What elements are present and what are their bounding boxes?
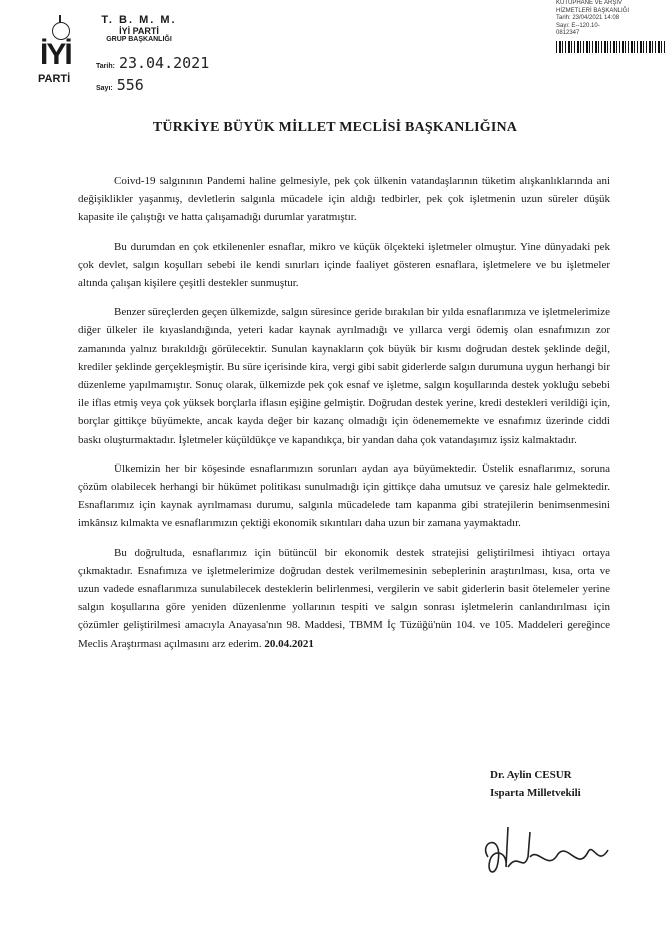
paragraph: Ülkemizin her bir köşesinde esnaflarımızın sorunları aydan aya büyümektedir. Üstelik esnaflarımız, soruna çözüm olabilecek herhangi bir hükümet politikası sunulmadığı için gittikçe daha umutsuz ve çaresiz hale gelmektedir. Esnaflarımız için kaynak ayrılmaması durumu, salgınla mücadelede tam kapanma gibi stratejilerin benimsenmesini imkânsız kılmakta ve esnaflarımızın çektiği ekonomik sıkıntıları daha uzun bir zamana yaymaktadır. — [78, 462, 610, 530]
stamp-line-2: HİZMETLERİ BAŞKANLIĞI — [556, 7, 630, 14]
signatory-role: Isparta Milletvekili — [490, 787, 581, 799]
handwritten-signature — [468, 812, 618, 892]
logo-wordmark: İYİ — [40, 38, 71, 71]
party-line-3: GRUP BAŞKANLIĞI — [106, 36, 172, 43]
stamp-line-5: 0812347 — [556, 30, 580, 36]
number-field — [96, 76, 144, 94]
party-line-1: T. B. M. M. — [101, 14, 177, 26]
paragraph-text: Bu doğrultuda, esnaflarımız için bütüncül bir ekonomik destek stratejisi geliştirilmesi ihtiyacı ortaya çıkmaktadır. Esnafımıza ve işletmelerimize doğrudan destek verilmemesinin sebeplerinin araştırılması, kısa, orta ve uzun vadede esnaflarımıza sunulabilecek desteklerin belirlenmesi, vergilerin ve sabit giderlerin basit ötelemeler yerine salgın koşullarına göre yeniden düzenlenme yollarının tespiti ve salgın sonrası işletmelerin canlandırılması için çözümler geliştirilmesi amacıyla Anayasa'nın 98. Maddesi, TBMM İç Tüzüğü'nün 104. ve 105. Maddeleri gereğince Meclis Araştırması açılmasını arz ederim. — [78, 546, 610, 650]
document-title: TÜRKİYE BÜYÜK MİLLET MECLİSİ BAŞKANLIĞINA — [152, 120, 518, 135]
archive-stamp — [556, 0, 666, 53]
stamp-line-1: KÜTÜPHANE VE ARŞİV — [556, 0, 623, 6]
party-logo — [30, 10, 90, 85]
party-header — [100, 14, 178, 43]
closing-date: 20.04.2021 — [264, 637, 314, 650]
stamp-line-4: Sayı: E--120.10- — [556, 22, 600, 29]
document-body — [78, 172, 610, 664]
stamp-line-3: Tarih: 23/04/2021 14:08 — [556, 15, 620, 21]
number-label: Sayı: — [96, 85, 113, 92]
date-field — [96, 54, 209, 72]
date-value: 23.04.2021 — [118, 54, 210, 72]
paragraph: Coivd-19 salgınının Pandemi haline gelmesiyle, pek çok ülkenin vatandaşlarının tüketim alışkanlıklarında ani değişiklikler yaşanmış, devletlerin salgınla mücadele için aldığı tedbirler, pek çok işletmenin uzun süreler düşük kapasite ile çalıştığı ve hatta çalışamadığı durumlar yaratmıştır. — [78, 175, 610, 224]
paragraph: Benzer süreçlerden geçen ülkemizde, salgın süresince geride bırakılan bir yılda esnaflarımıza ve işletmelerimize diğer ülkeler ile kıyaslandığında, yeteri kadar kaynak ayrılmadığı ve yıllarca vergi ödemiş olan esnafımızın zor zamanında yalnız bırakıldığı görülecektir. Sunulan kaynakların çok büyük bir kısmı doğrudan destek şeklinde değil, krediler şeklinde gerçekleşmiştir. Bu süre içerisinde kira, vergi gibi sabit giderlerde salgın durumuna uygun herhangi bir düzenleme yapılmamıştır. Sonuç olarak, ülkemizde pek çok esnaf ve işletme, salgın koşullarında destek yokluğu sebebi ile iflas etmiş veya çok yüksek borçlarla iflasın eşiğine gelmiştir. Doğrudan destek yerine, kredi destekleri verildiği için, borçlar gittikçe büyümekte, ancak kayda değer bir kazanç olmadığı için ödenememekte ve esnafımız üzerinde ciddi baskı oluşturmaktadır. İşletmeler küçüldükçe ve kapandıkça, bir yandan daha çok vatandaşımız işsiz kalmaktadır. — [78, 306, 610, 446]
paragraph — [78, 544, 610, 653]
barcode-icon — [556, 41, 666, 53]
signatory-block — [490, 766, 581, 802]
paragraph: Bu durumdan en çok etkilenenler esnaflar, mikro ve küçük ölçekteki işletmeler olmuştur. Yine dünyadaki pek çok devlet, salgın koşulları sebebi ile kendi sınırları içinde faaliyet gösteren esnaflara, işletmelere ve bu işletmeler altında çalışan kişilere çeşitli destekler sunmuştur. — [78, 240, 610, 290]
date-label: Tarih: — [96, 63, 115, 70]
party-line-2: İYİ PARTİ — [119, 26, 159, 36]
logo-subtext: PARTİ — [38, 73, 71, 85]
number-value: 556 — [116, 76, 144, 94]
signatory-name: Dr. Aylin CESUR — [490, 769, 572, 781]
